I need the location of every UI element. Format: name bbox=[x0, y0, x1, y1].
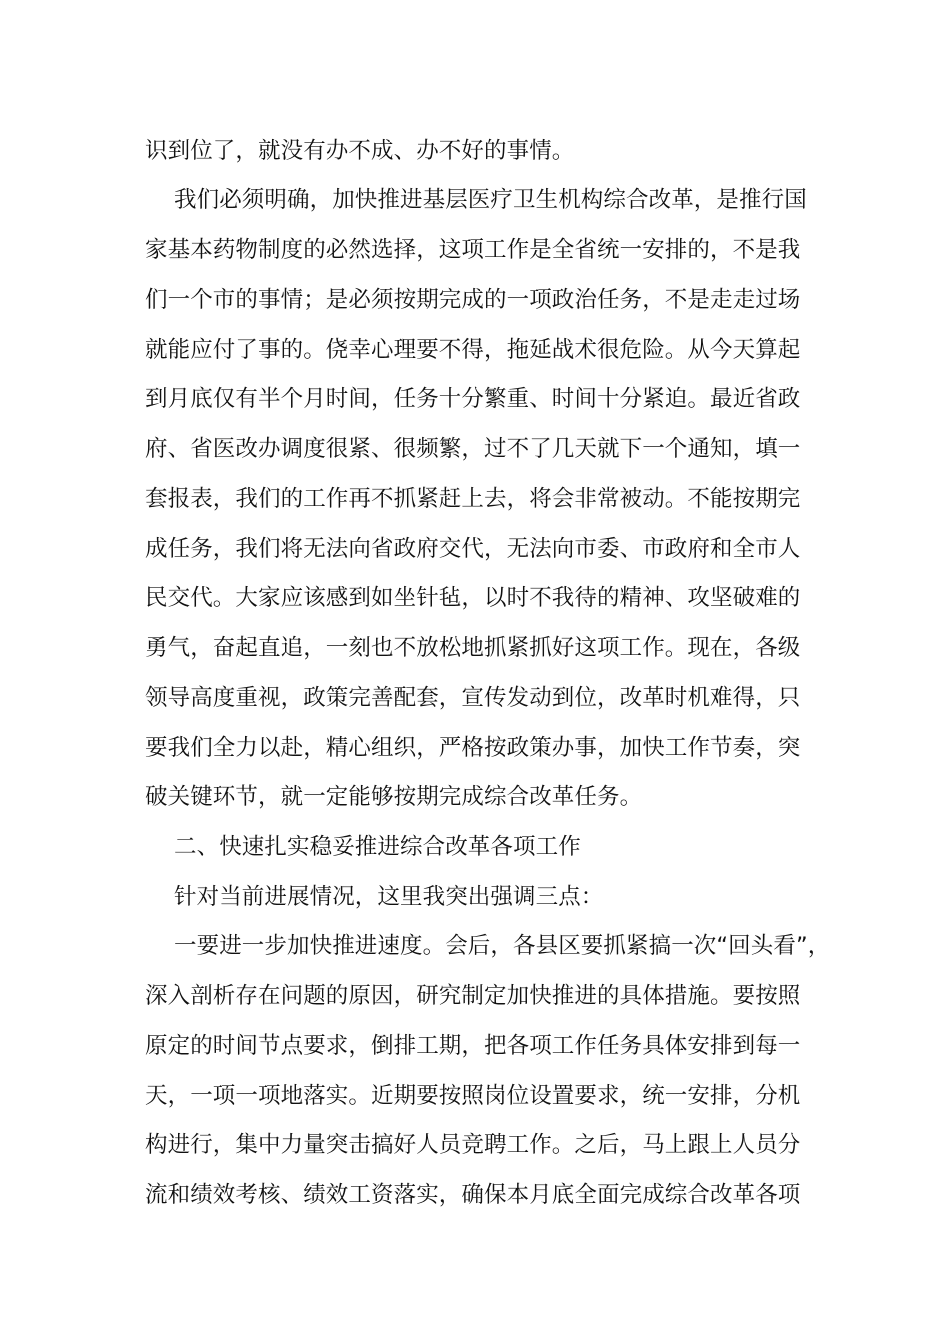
text-line: 深入剖析存在问题的原因，研究制定加快推进的具体措施。要按照 bbox=[145, 983, 801, 1009]
paragraph-first-line: 一要进一步加快推进速度。会后，各县区要抓紧搞一次“回头看”， bbox=[174, 933, 831, 959]
text-line: 们一个市的事情；是必须按期完成的一项政治任务，不是走走过场 bbox=[145, 287, 801, 313]
text-line: 领导高度重视，政策完善配套，宣传发动到位，改革时机难得，只 bbox=[145, 685, 801, 711]
text-line: 府、省医改办调度很紧、很频繁，过不了几天就下一个通知，填一 bbox=[145, 436, 801, 462]
text-line: 要我们全力以赴，精心组织，严格按政策办事，加快工作节奏，突 bbox=[145, 735, 801, 761]
text-line: 到月底仅有半个月时间，任务十分繁重、时间十分紧迫。最近省政 bbox=[145, 386, 801, 412]
section-heading: 二、快速扎实稳妥推进综合改革各项工作 bbox=[174, 834, 581, 860]
text-line: 识到位了，就没有办不成、办不好的事情。 bbox=[145, 138, 575, 164]
text-line: 破关键环节，就一定能够按期完成综合改革任务。 bbox=[145, 784, 643, 810]
text-line: 家基本药物制度的必然选择，这项工作是全省统一安排的，不是我 bbox=[145, 237, 801, 263]
text-line: 套报表，我们的工作再不抓紧赶上去，将会非常被动。不能按期完 bbox=[145, 486, 801, 512]
text-line: 就能应付了事的。侥幸心理要不得，拖延战术很危险。从今天算起 bbox=[145, 337, 801, 363]
text-line: 天，一项一项地落实。近期要按照岗位设置要求，统一安排，分机 bbox=[145, 1083, 801, 1109]
text-line: 成任务，我们将无法向省政府交代，无法向市委、市政府和全市人 bbox=[145, 536, 801, 562]
text-line: 流和绩效考核、绩效工资落实，确保本月底全面完成综合改革各项 bbox=[145, 1182, 801, 1208]
paragraph-first-line: 我们必须明确，加快推进基层医疗卫生机构综合改革，是推行国 bbox=[174, 187, 807, 213]
paragraph-first-line: 针对当前进展情况，这里我突出强调三点： bbox=[174, 884, 604, 910]
text-line: 原定的时间节点要求，倒排工期，把各项工作任务具体安排到每一 bbox=[145, 1033, 801, 1059]
text-line: 民交代。大家应该感到如坐针毡，以时不我待的精神、攻坚破难的 bbox=[145, 585, 801, 611]
text-line: 勇气，奋起直追，一刻也不放松地抓紧抓好这项工作。现在，各级 bbox=[145, 635, 801, 661]
text-line: 构进行，集中力量突击搞好人员竞聘工作。之后，马上跟上人员分 bbox=[145, 1132, 801, 1158]
